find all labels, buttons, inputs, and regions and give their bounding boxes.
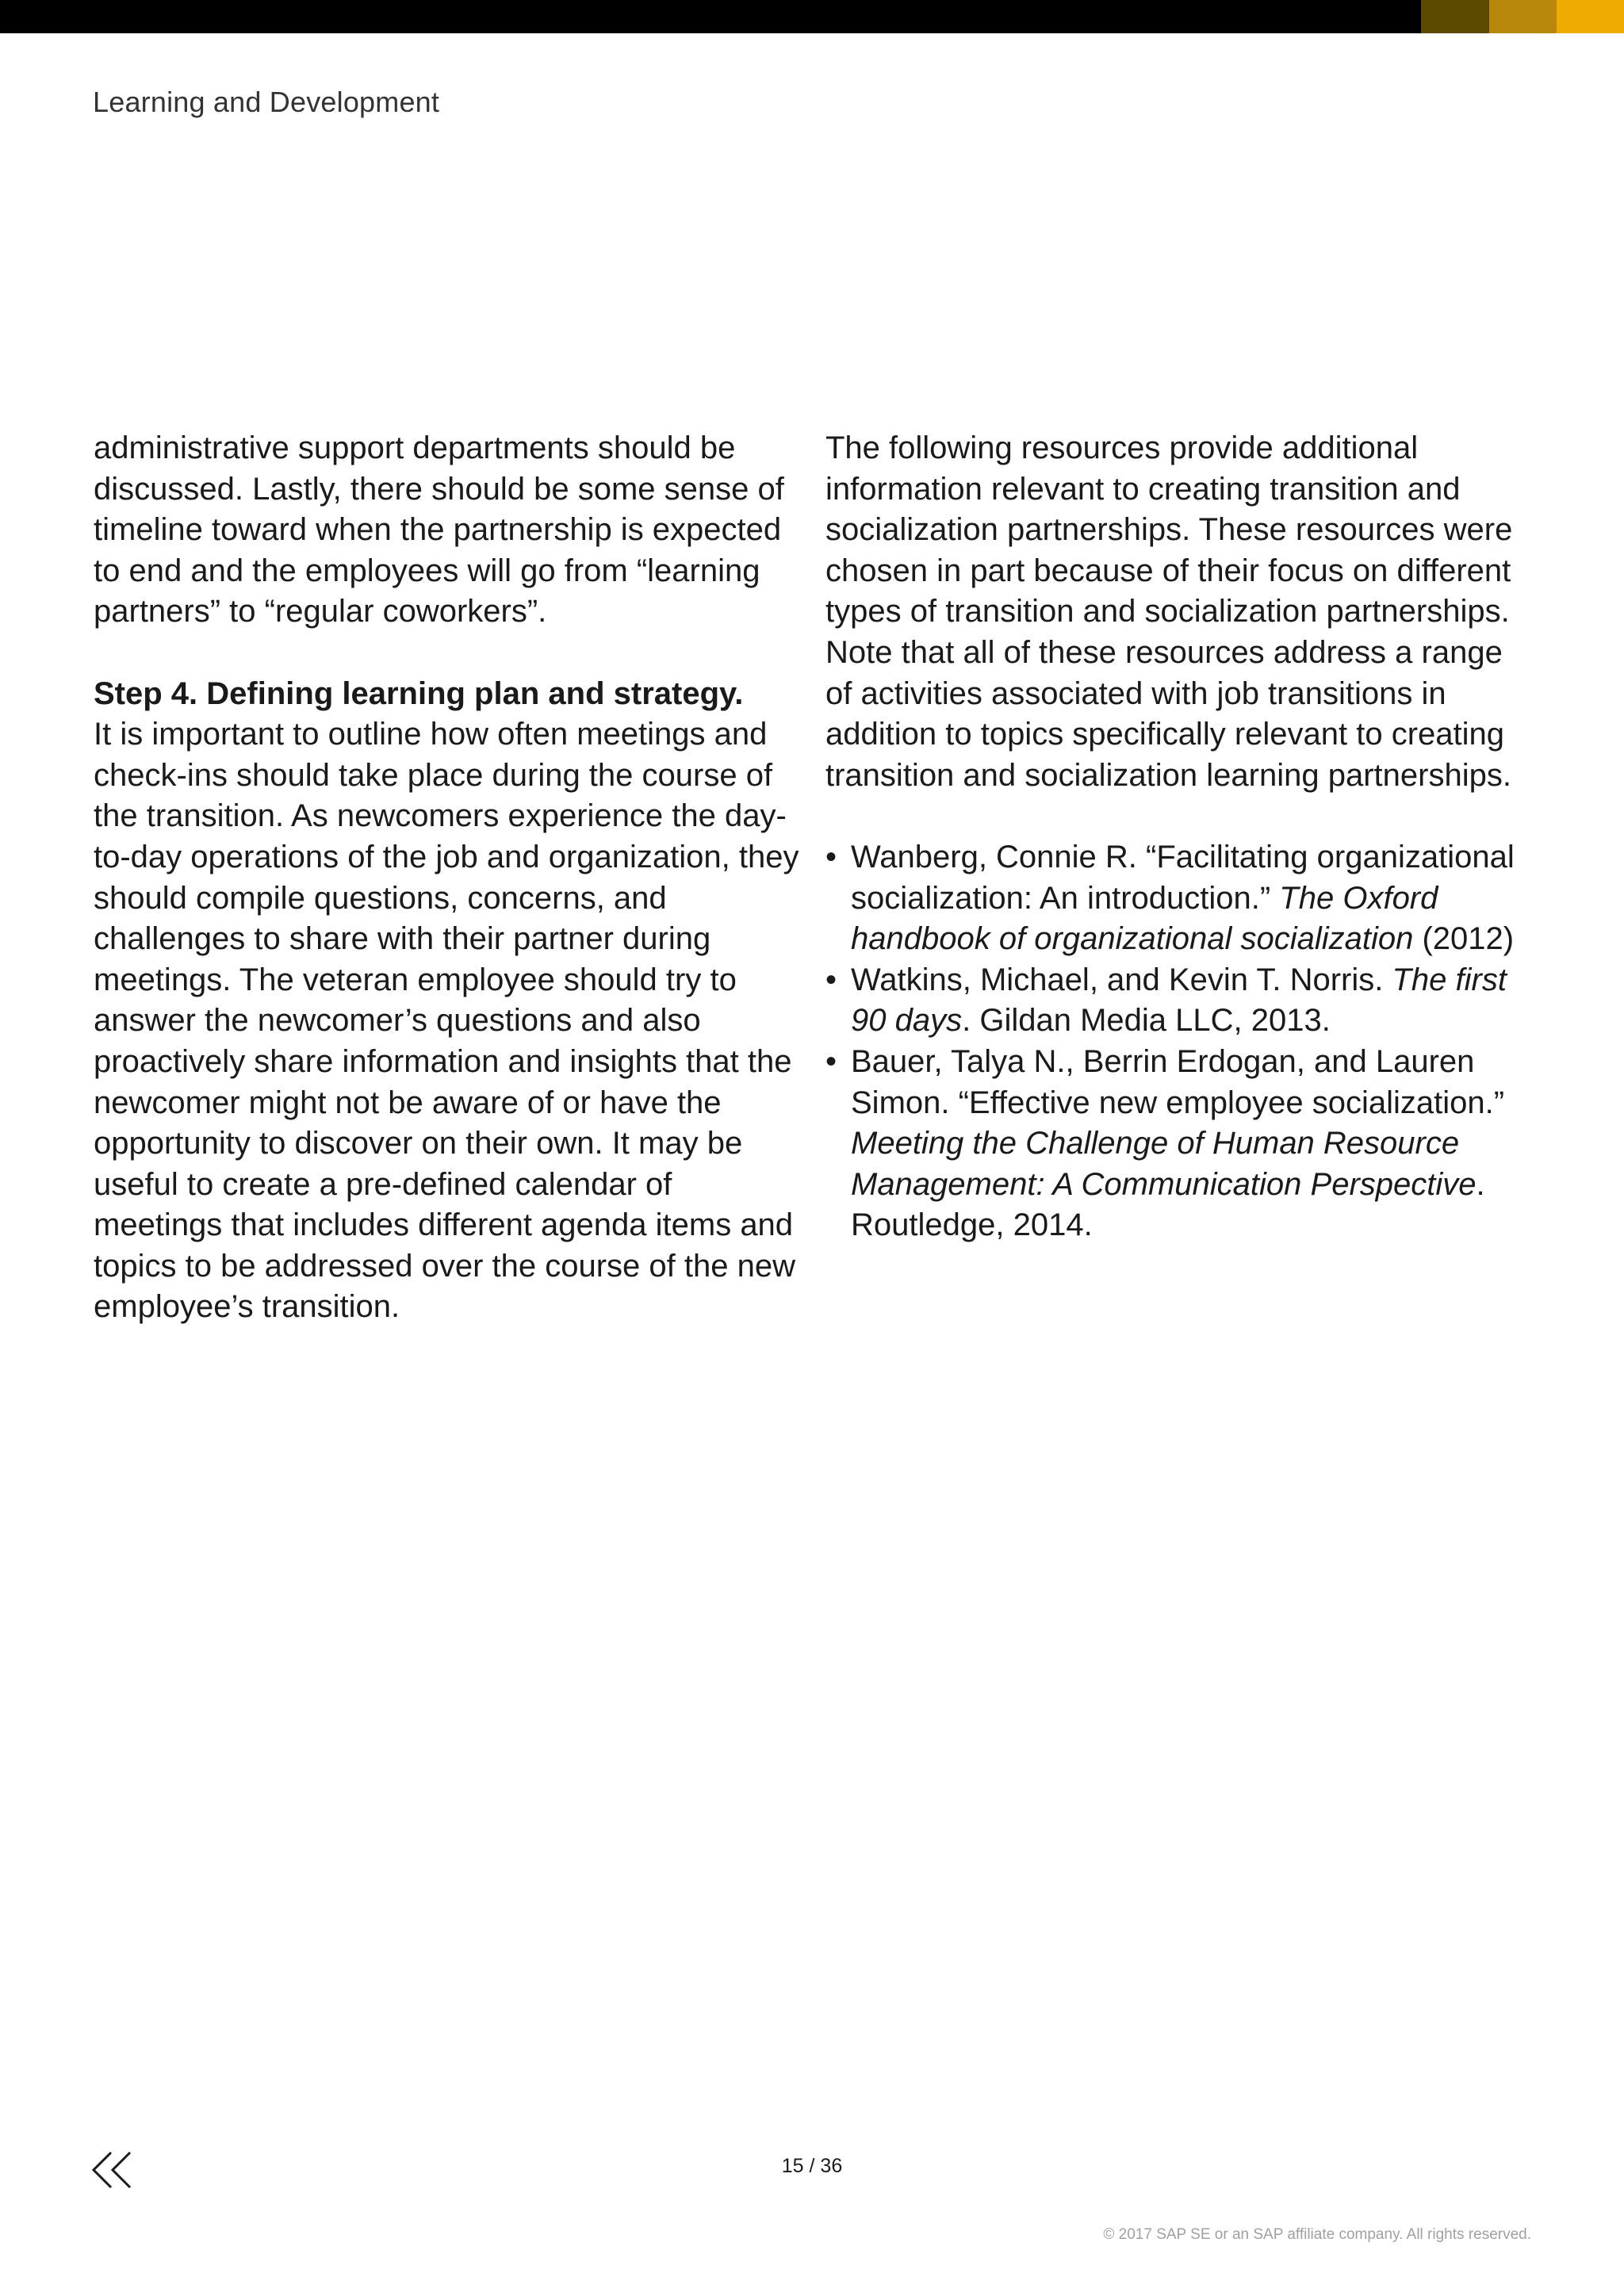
step-4-section bbox=[94, 674, 799, 1329]
right-column bbox=[825, 428, 1523, 1246]
bullet: • bbox=[825, 962, 837, 997]
list-item bbox=[825, 1042, 1523, 1246]
reference-text: . Gildan Media LLC, 2013. bbox=[962, 1003, 1331, 1039]
reference-title: The first 90 days bbox=[851, 962, 1507, 1039]
list-item bbox=[825, 960, 1523, 1042]
reference-text: . Routledge, 2014. bbox=[851, 1166, 1485, 1243]
step-heading: Step 4. Defining learning plan and strategy. bbox=[94, 675, 744, 711]
back-button[interactable] bbox=[90, 2150, 135, 2190]
reference-text: Bauer, Talya N., Berrin Erdogan, and Lauren Simon. “Effective new employee socialization.” bbox=[851, 1043, 1505, 1120]
brand-bar-segment-dark-gold bbox=[1421, 0, 1489, 33]
page-number: 15 / 36 bbox=[781, 2155, 843, 2177]
copyright-notice: © 2017 SAP SE or an SAP affiliate company. All rights reserved. bbox=[1103, 2226, 1531, 2243]
list-item bbox=[825, 837, 1523, 960]
reference-list bbox=[825, 837, 1523, 1246]
reference-title: The Oxford handbook of organizational socialization bbox=[851, 880, 1438, 957]
left-paragraph-2: It is important to outline how often meetings and check-ins should take place during the course of the transition. As newcomers experience the day-to-day operations of the job and organization, they should compile questions, concerns, and challenges to share with their partner during meetings. The veteran employee should try to answer the newcomer’s questions and also proactively share information and insights that the newcomer might not be aware of or have the opportunity to discover on their own. It may be useful to create a pre-defined calendar of meetings that includes different agenda items and topics to be addressed over the course of the new employee’s transition. bbox=[94, 717, 799, 1325]
top-brand-bar bbox=[0, 0, 1624, 33]
reference-title: Meeting the Challenge of Human Resource Management: A Communication Perspective bbox=[851, 1126, 1477, 1202]
resources-intro: The following resources provide additional information relevant to creating transition and socialization partnerships. These resources were chosen in part because of their focus on different types of transition and socialization partnerships. Note that all of these resources address a range of activities associated with job transitions in addition to topics specifically relevant to creating transition and socialization learning partnerships. bbox=[825, 430, 1513, 793]
brand-bar-segment-gold bbox=[1489, 0, 1557, 33]
reference-text: Watkins, Michael, and Kevin T. Norris. bbox=[851, 962, 1392, 997]
left-column bbox=[94, 428, 799, 1328]
brand-bar-segment-yellow bbox=[1557, 0, 1624, 33]
reference-text: (2012) bbox=[1413, 921, 1515, 957]
bullet: • bbox=[825, 1043, 837, 1079]
left-paragraph-1: administrative support departments should be discussed. Lastly, there should be some sense of timeline toward when the partnership is expected to end and the employees will go from “learning partners” to “regular coworkers”. bbox=[94, 430, 784, 629]
bullet: • bbox=[825, 839, 837, 874]
double-chevron-left-icon bbox=[90, 2150, 135, 2190]
reference-text: Wanberg, Connie R. “Facilitating organizational socialization: An introduction.” bbox=[851, 839, 1515, 916]
running-header: Learning and Development bbox=[93, 86, 440, 118]
